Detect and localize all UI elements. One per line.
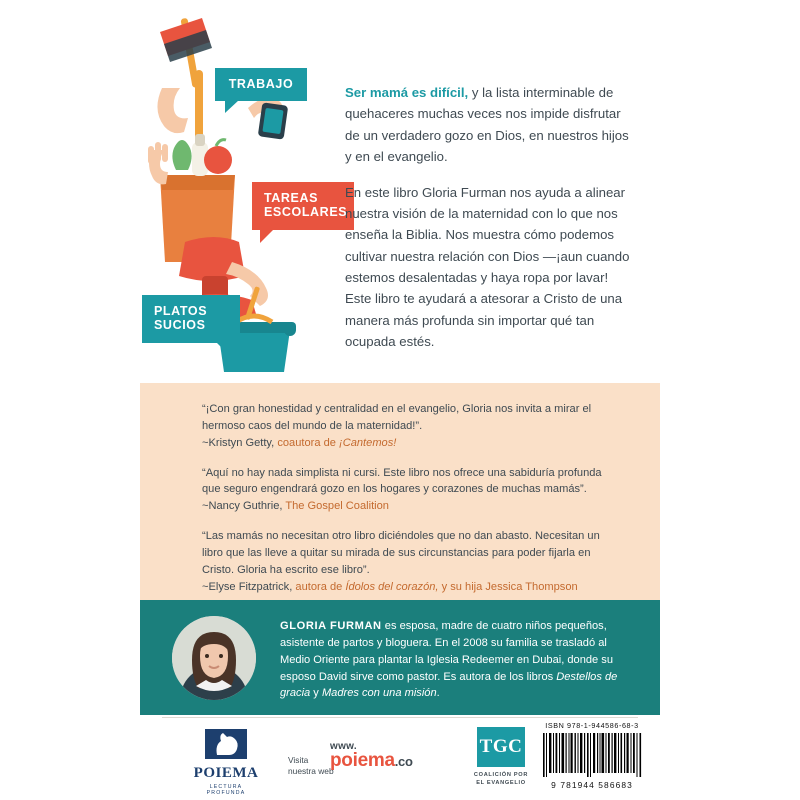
tgc-caption-line2: EL EVANGELIO [476,780,526,787]
blurb-text [345,82,630,367]
speech-bubble-trabajo [215,68,307,101]
endorsement-text: “Aquí no hay nada simplista ni cursi. Este libro nos ofrece una sabiduría profunda que seguro engendrará gozo en los hogares y corazones de muchas mamás”. [202,466,602,496]
endorsement-attribution [202,498,602,515]
speech-bubble-platos-sucios [142,295,240,343]
author-portrait-avatar [172,616,256,700]
speech-tail [225,100,239,113]
tgc-caption-line1: COALICIÓN POR [473,772,529,778]
author-bio-text: es esposa, madre de cuatro niños pequeños, asistente de partos y bloguera. En el 2008 su familia se trasladó al Medio Oriente para plantar la Iglesia Redeemer en Dubai, donde su esposo David sirve como pastor. Es autora de los libros [280,620,614,683]
speech-bubble-tareas-escolares [252,182,354,230]
website-visit-line2: nuestra web [288,765,334,776]
publisher-logo-poiema [190,729,262,796]
book-back-cover [140,0,660,800]
endorsement-attribution [202,435,602,452]
endorsement-author: ~Nancy Guthrie, [202,500,283,513]
author-book-1: Destellos de gracia [280,670,618,700]
website-domain-tld: .co [394,754,413,769]
endorsement-text: “Las mamás no necesitan otro libro diciéndoles que no dan abasto. Necesitan un libro que las lleve a quitar su mirada de sus circunstancias para poder fijarla en Cristo. Gloria ha escrito ese libro”. [202,530,600,576]
publisher-logo-word: POIEMA [193,765,259,781]
endorsement-source [295,581,577,593]
endorsement-source-text: autora de [295,580,346,593]
speech-bubble-trabajo-label: TRABAJO [228,77,294,91]
speech-bubble-platos-label: PLATOS SUCIOS [154,304,208,333]
endorsement-text: “¡Con gran honestidad y centralidad en el evangelio, Gloria nos invita a mirar el hermoso caos del mundo de la maternidad!”. [202,403,592,432]
author-book-2: Madres con una misión [321,687,437,700]
horse-icon [205,729,247,759]
isbn-number-top: ISBN 978-1-944586-68-3 [545,721,639,730]
speech-tail [260,229,274,243]
speech-tail [216,342,230,356]
barcode-bars [540,731,644,779]
footer [140,715,660,800]
illustration [140,0,348,383]
endorsement-source-text: coautora de [277,436,340,449]
endorsement-source-tail: y su hija Jessica Thompson [438,580,578,593]
blurb-paragraph-1 [345,82,630,168]
tgc-logo-caption [458,771,544,788]
endorsement-author: ~Elyse Fitzpatrick, [202,580,293,593]
author-band [140,600,660,715]
endorsements-panel [140,383,660,600]
author-name: GLORIA FURMAN [280,620,382,632]
barcode [540,731,644,779]
website-visit-label [288,755,334,776]
website-www: www. [330,741,357,752]
endorsement-source-italic: ¡Cantemos! [339,436,397,449]
speech-bubble-tareas-label: TAREAS ESCOLARES [264,191,348,220]
endorsement-item [202,465,602,516]
author-bio [280,618,625,702]
endorsement-source: The Gospel Coalition [285,500,389,513]
blurb-paragraph-2: En este libro Gloria Furman nos ayuda a alinear nuestra visión de la maternidad con lo que nos enseña la Biblia. Nos muestra cómo podemos cultivar nuestra relación con Dios —¡aun cuando estemos desalentadas y haya ropa por lavar! Este libro te ayudará a atesorar a Cristo de una manera más profunda sin importar qué tan ocupada estés. [345,184,630,350]
endorsement-item [202,528,602,595]
endorsement-attribution [202,579,602,596]
endorsement-source [277,437,396,449]
website-domain [330,750,413,772]
blurb-paragraph-1-rest: y la lista interminable de quehaceres muchas veces nos impide disfrutar de un verdadero gozo en Dios, en nuestros hijos y en el evangelio. [345,85,629,165]
endorsement-item [202,401,602,452]
tgc-logo-mark: TGC [477,727,525,767]
isbn-block [538,721,646,790]
endorsement-source-italic: Ídolos del corazón, [345,580,439,593]
top-section [140,0,660,383]
website-domain-name: poiema [330,750,395,771]
footer-divider [162,717,638,718]
tgc-logo [458,727,544,788]
author-photo [172,616,256,700]
author-bio-conjunction: y [310,687,322,700]
blurb-lead: Ser mamá es difícil, [345,85,469,100]
endorsements-list [202,401,602,609]
publisher-logo-sub: LECTURA PROFUNDA [206,784,246,796]
endorsement-author: ~Kristyn Getty, [202,436,275,449]
isbn-number-bottom: 9 781944 586683 [551,780,633,790]
website-visit-line1: Visita [288,755,309,765]
author-bio-period: . [436,687,440,700]
